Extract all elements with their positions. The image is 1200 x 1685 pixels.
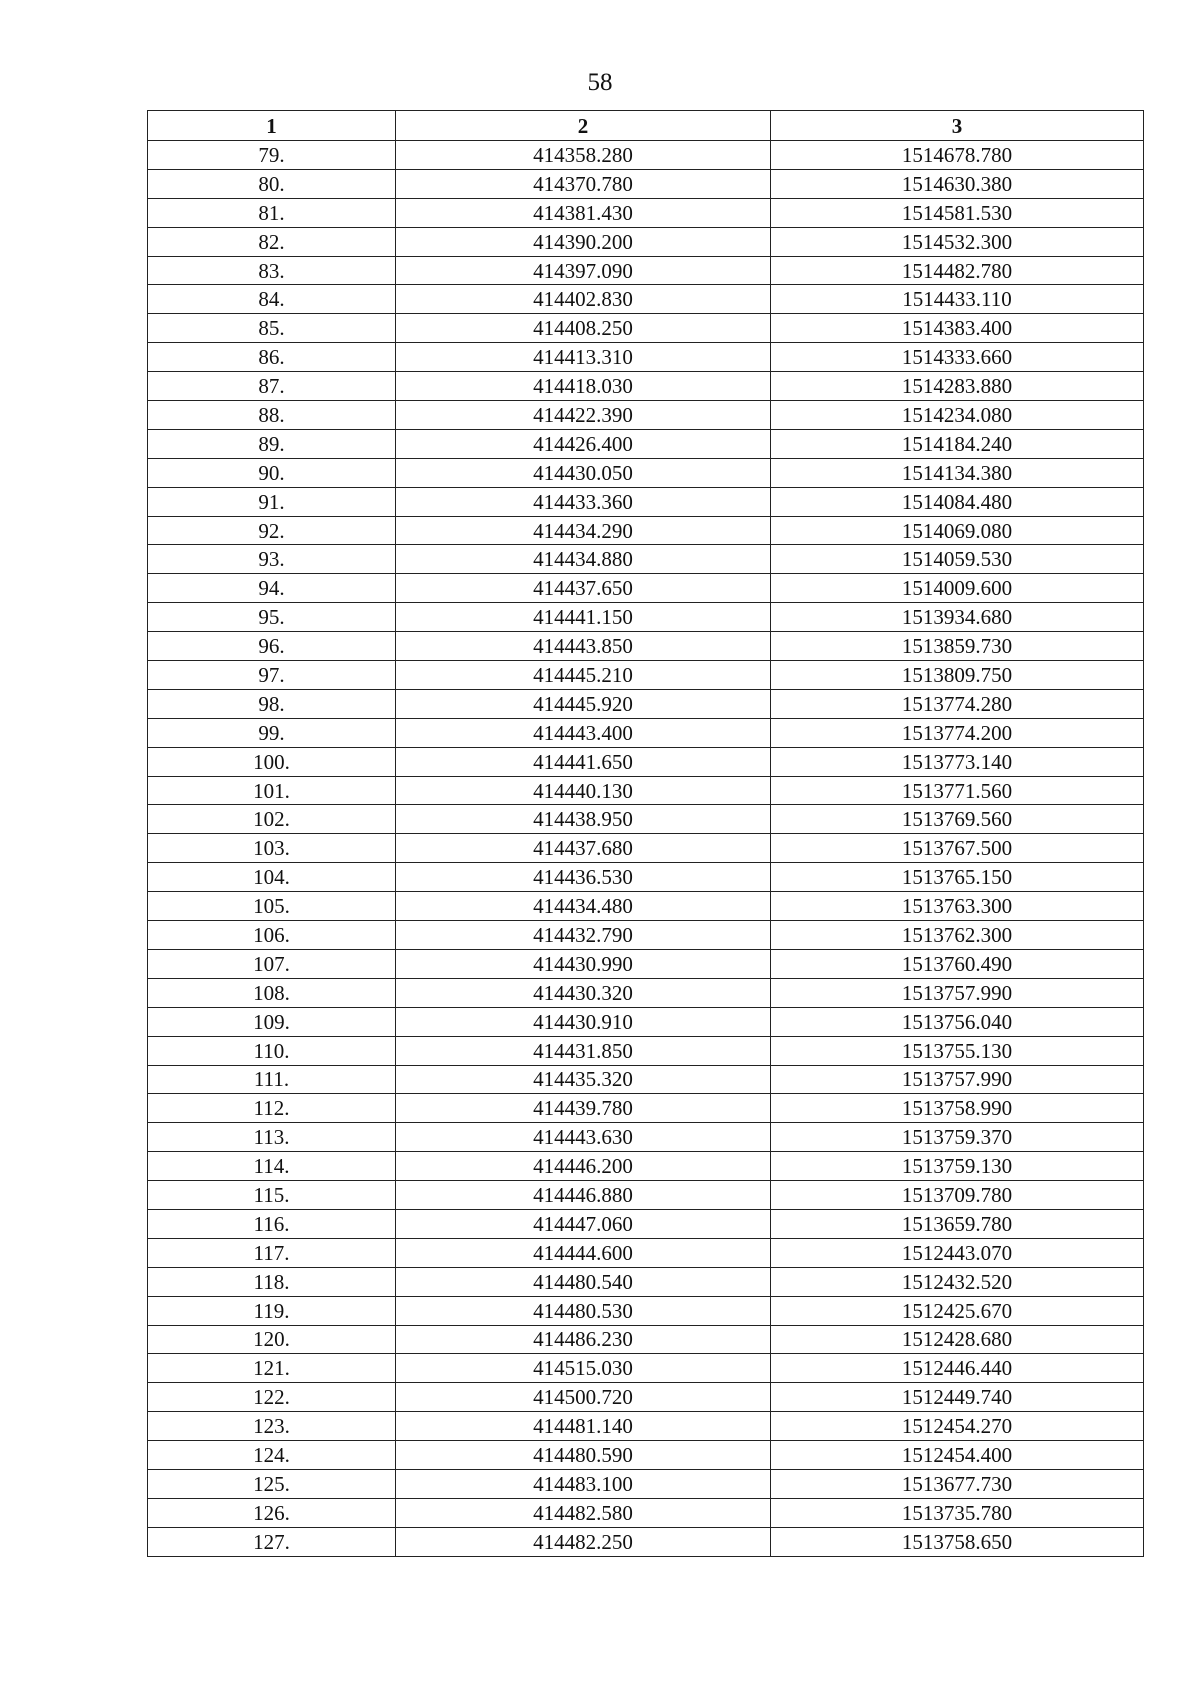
y-coordinate-cell: 1513774.200	[771, 718, 1144, 747]
y-coordinate-cell: 1513762.300	[771, 921, 1144, 950]
table-row	[148, 1441, 1144, 1470]
table-row	[148, 227, 1144, 256]
x-coordinate-cell: 414433.360	[396, 487, 771, 516]
x-coordinate-cell: 414446.880	[396, 1181, 771, 1210]
point-number-cell: 82.	[148, 227, 396, 256]
table-row	[148, 747, 1144, 776]
x-coordinate-cell: 414408.250	[396, 314, 771, 343]
y-coordinate-cell: 1514333.660	[771, 343, 1144, 372]
table-row	[148, 1412, 1144, 1441]
table-row	[148, 689, 1144, 718]
point-number-cell: 117.	[148, 1238, 396, 1267]
table-row	[148, 1152, 1144, 1181]
point-number-cell: 112.	[148, 1094, 396, 1123]
point-number-cell: 124.	[148, 1441, 396, 1470]
x-coordinate-cell: 414430.990	[396, 949, 771, 978]
point-number-cell: 119.	[148, 1296, 396, 1325]
x-coordinate-cell: 414447.060	[396, 1209, 771, 1238]
table-row	[148, 343, 1144, 372]
point-number-cell: 121.	[148, 1354, 396, 1383]
y-coordinate-cell: 1513765.150	[771, 863, 1144, 892]
x-coordinate-cell: 414446.200	[396, 1152, 771, 1181]
table-row	[148, 776, 1144, 805]
x-coordinate-cell: 414439.780	[396, 1094, 771, 1123]
point-number-cell: 105.	[148, 892, 396, 921]
y-coordinate-cell: 1513859.730	[771, 632, 1144, 661]
point-number-cell: 115.	[148, 1181, 396, 1210]
x-coordinate-cell: 414445.210	[396, 661, 771, 690]
table-row	[148, 1094, 1144, 1123]
y-coordinate-cell: 1513659.780	[771, 1209, 1144, 1238]
table-row	[148, 661, 1144, 690]
x-coordinate-cell: 414434.290	[396, 516, 771, 545]
table-row	[148, 516, 1144, 545]
x-coordinate-cell: 414413.310	[396, 343, 771, 372]
y-coordinate-cell: 1513771.560	[771, 776, 1144, 805]
table-row	[148, 1354, 1144, 1383]
table-row	[148, 1209, 1144, 1238]
point-number-cell: 95.	[148, 603, 396, 632]
point-number-cell: 86.	[148, 343, 396, 372]
x-coordinate-cell: 414445.920	[396, 689, 771, 718]
y-coordinate-cell: 1513773.140	[771, 747, 1144, 776]
point-number-cell: 96.	[148, 632, 396, 661]
column-header-3: 3	[771, 111, 1144, 141]
x-coordinate-cell: 414430.910	[396, 1007, 771, 1036]
x-coordinate-cell: 414435.320	[396, 1065, 771, 1094]
point-number-cell: 89.	[148, 429, 396, 458]
y-coordinate-cell: 1513757.990	[771, 978, 1144, 1007]
y-coordinate-cell: 1514069.080	[771, 516, 1144, 545]
point-number-cell: 126.	[148, 1498, 396, 1527]
x-coordinate-cell: 414426.400	[396, 429, 771, 458]
y-coordinate-cell: 1513934.680	[771, 603, 1144, 632]
x-coordinate-cell: 414397.090	[396, 256, 771, 285]
point-number-cell: 99.	[148, 718, 396, 747]
table-row	[148, 169, 1144, 198]
table-row	[148, 1007, 1144, 1036]
y-coordinate-cell: 1513755.130	[771, 1036, 1144, 1065]
point-number-cell: 120.	[148, 1325, 396, 1354]
point-number-cell: 83.	[148, 256, 396, 285]
table-row	[148, 372, 1144, 401]
point-number-cell: 85.	[148, 314, 396, 343]
y-coordinate-cell: 1514678.780	[771, 141, 1144, 170]
y-coordinate-cell: 1514581.530	[771, 198, 1144, 227]
y-coordinate-cell: 1514059.530	[771, 545, 1144, 574]
x-coordinate-cell: 414443.400	[396, 718, 771, 747]
table-row	[148, 141, 1144, 170]
y-coordinate-cell: 1512428.680	[771, 1325, 1144, 1354]
table-row	[148, 1325, 1144, 1354]
table-row	[148, 921, 1144, 950]
x-coordinate-cell: 414443.630	[396, 1123, 771, 1152]
y-coordinate-cell: 1513709.780	[771, 1181, 1144, 1210]
x-coordinate-cell: 414438.950	[396, 805, 771, 834]
point-number-cell: 84.	[148, 285, 396, 314]
point-number-cell: 110.	[148, 1036, 396, 1065]
table-row	[148, 1065, 1144, 1094]
y-coordinate-cell: 1514234.080	[771, 401, 1144, 430]
y-coordinate-cell: 1513809.750	[771, 661, 1144, 690]
table-row	[148, 892, 1144, 921]
x-coordinate-cell: 414430.050	[396, 458, 771, 487]
point-number-cell: 108.	[148, 978, 396, 1007]
table-body	[148, 141, 1144, 1557]
table-row	[148, 574, 1144, 603]
table-row	[148, 256, 1144, 285]
table-row	[148, 1383, 1144, 1412]
y-coordinate-cell: 1513763.300	[771, 892, 1144, 921]
table-row	[148, 198, 1144, 227]
y-coordinate-cell: 1512432.520	[771, 1267, 1144, 1296]
point-number-cell: 81.	[148, 198, 396, 227]
table-row	[148, 314, 1144, 343]
y-coordinate-cell: 1513759.370	[771, 1123, 1144, 1152]
y-coordinate-cell: 1514084.480	[771, 487, 1144, 516]
y-coordinate-cell: 1513757.990	[771, 1065, 1144, 1094]
y-coordinate-cell: 1513758.650	[771, 1527, 1144, 1556]
point-number-cell: 97.	[148, 661, 396, 690]
x-coordinate-cell: 414443.850	[396, 632, 771, 661]
x-coordinate-cell: 414430.320	[396, 978, 771, 1007]
x-coordinate-cell: 414431.850	[396, 1036, 771, 1065]
x-coordinate-cell: 414436.530	[396, 863, 771, 892]
y-coordinate-cell: 1512443.070	[771, 1238, 1144, 1267]
column-header-1: 1	[148, 111, 396, 141]
table-row	[148, 949, 1144, 978]
y-coordinate-cell: 1514009.600	[771, 574, 1144, 603]
y-coordinate-cell: 1513756.040	[771, 1007, 1144, 1036]
table-row	[148, 603, 1144, 632]
x-coordinate-cell: 414434.880	[396, 545, 771, 574]
x-coordinate-cell: 414402.830	[396, 285, 771, 314]
point-number-cell: 106.	[148, 921, 396, 950]
x-coordinate-cell: 414480.530	[396, 1296, 771, 1325]
x-coordinate-cell: 414515.030	[396, 1354, 771, 1383]
x-coordinate-cell: 414437.650	[396, 574, 771, 603]
x-coordinate-cell: 414441.650	[396, 747, 771, 776]
page-number: 58	[587, 69, 613, 96]
y-coordinate-cell: 1513774.280	[771, 689, 1144, 718]
table-row	[148, 718, 1144, 747]
y-coordinate-cell: 1514283.880	[771, 372, 1144, 401]
point-number-cell: 102.	[148, 805, 396, 834]
table-header-row	[148, 111, 1144, 141]
table-row	[148, 978, 1144, 1007]
x-coordinate-cell: 414482.250	[396, 1527, 771, 1556]
table-row	[148, 429, 1144, 458]
table-row	[148, 632, 1144, 661]
table-row	[148, 1123, 1144, 1152]
y-coordinate-cell: 1512454.400	[771, 1441, 1144, 1470]
point-number-cell: 114.	[148, 1152, 396, 1181]
table-row	[148, 285, 1144, 314]
x-coordinate-cell: 414432.790	[396, 921, 771, 950]
point-number-cell: 79.	[148, 141, 396, 170]
y-coordinate-cell: 1513677.730	[771, 1469, 1144, 1498]
point-number-cell: 103.	[148, 834, 396, 863]
x-coordinate-cell: 414440.130	[396, 776, 771, 805]
point-number-cell: 88.	[148, 401, 396, 430]
point-number-cell: 123.	[148, 1412, 396, 1441]
x-coordinate-cell: 414480.590	[396, 1441, 771, 1470]
point-number-cell: 125.	[148, 1469, 396, 1498]
table-row	[148, 1296, 1144, 1325]
table-row	[148, 834, 1144, 863]
y-coordinate-cell: 1513769.560	[771, 805, 1144, 834]
x-coordinate-cell: 414483.100	[396, 1469, 771, 1498]
point-number-cell: 90.	[148, 458, 396, 487]
x-coordinate-cell: 414422.390	[396, 401, 771, 430]
x-coordinate-cell: 414434.480	[396, 892, 771, 921]
y-coordinate-cell: 1513735.780	[771, 1498, 1144, 1527]
y-coordinate-cell: 1514433.110	[771, 285, 1144, 314]
table-row	[148, 1469, 1144, 1498]
x-coordinate-cell: 414481.140	[396, 1412, 771, 1441]
table-row	[148, 545, 1144, 574]
x-coordinate-cell: 414500.720	[396, 1383, 771, 1412]
point-number-cell: 100.	[148, 747, 396, 776]
table-row	[148, 1267, 1144, 1296]
table-row	[148, 487, 1144, 516]
point-number-cell: 87.	[148, 372, 396, 401]
y-coordinate-cell: 1512425.670	[771, 1296, 1144, 1325]
x-coordinate-cell: 414441.150	[396, 603, 771, 632]
x-coordinate-cell: 414370.780	[396, 169, 771, 198]
point-number-cell: 113.	[148, 1123, 396, 1152]
point-number-cell: 80.	[148, 169, 396, 198]
y-coordinate-cell: 1513758.990	[771, 1094, 1144, 1123]
coordinates-table	[147, 110, 1144, 1557]
point-number-cell: 94.	[148, 574, 396, 603]
y-coordinate-cell: 1512449.740	[771, 1383, 1144, 1412]
point-number-cell: 122.	[148, 1383, 396, 1412]
table-row	[148, 1527, 1144, 1556]
x-coordinate-cell: 414486.230	[396, 1325, 771, 1354]
table-row	[148, 805, 1144, 834]
table-row	[148, 1181, 1144, 1210]
x-coordinate-cell: 414390.200	[396, 227, 771, 256]
y-coordinate-cell: 1512454.270	[771, 1412, 1144, 1441]
y-coordinate-cell: 1513759.130	[771, 1152, 1144, 1181]
table-row	[148, 1036, 1144, 1065]
y-coordinate-cell: 1513767.500	[771, 834, 1144, 863]
point-number-cell: 127.	[148, 1527, 396, 1556]
x-coordinate-cell: 414418.030	[396, 372, 771, 401]
x-coordinate-cell: 414482.580	[396, 1498, 771, 1527]
point-number-cell: 111.	[148, 1065, 396, 1094]
point-number-cell: 101.	[148, 776, 396, 805]
y-coordinate-cell: 1514532.300	[771, 227, 1144, 256]
point-number-cell: 98.	[148, 689, 396, 718]
point-number-cell: 118.	[148, 1267, 396, 1296]
y-coordinate-cell: 1513760.490	[771, 949, 1144, 978]
x-coordinate-cell: 414480.540	[396, 1267, 771, 1296]
table-row	[148, 1498, 1144, 1527]
table-row	[148, 401, 1144, 430]
y-coordinate-cell: 1512446.440	[771, 1354, 1144, 1383]
x-coordinate-cell: 414381.430	[396, 198, 771, 227]
point-number-cell: 104.	[148, 863, 396, 892]
table-row	[148, 1238, 1144, 1267]
y-coordinate-cell: 1514184.240	[771, 429, 1144, 458]
column-header-2: 2	[396, 111, 771, 141]
point-number-cell: 91.	[148, 487, 396, 516]
point-number-cell: 107.	[148, 949, 396, 978]
x-coordinate-cell: 414437.680	[396, 834, 771, 863]
point-number-cell: 116.	[148, 1209, 396, 1238]
table-row	[148, 863, 1144, 892]
y-coordinate-cell: 1514134.380	[771, 458, 1144, 487]
point-number-cell: 109.	[148, 1007, 396, 1036]
y-coordinate-cell: 1514482.780	[771, 256, 1144, 285]
y-coordinate-cell: 1514630.380	[771, 169, 1144, 198]
point-number-cell: 93.	[148, 545, 396, 574]
x-coordinate-cell: 414358.280	[396, 141, 771, 170]
table-row	[148, 458, 1144, 487]
y-coordinate-cell: 1514383.400	[771, 314, 1144, 343]
point-number-cell: 92.	[148, 516, 396, 545]
x-coordinate-cell: 414444.600	[396, 1238, 771, 1267]
